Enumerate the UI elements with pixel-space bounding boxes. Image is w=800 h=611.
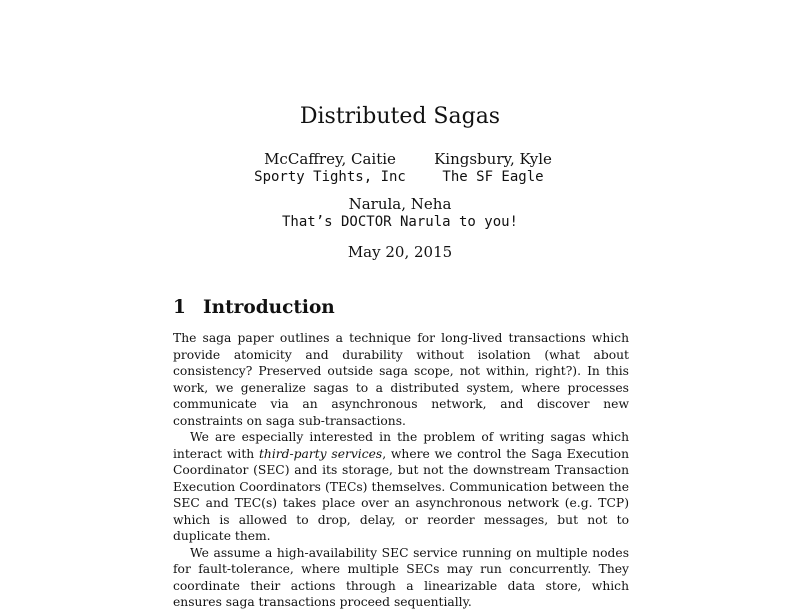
author-affiliation: The SF Eagle bbox=[442, 169, 544, 185]
paper-title: Distributed Sagas bbox=[299, 104, 501, 129]
author-affiliation: That’s DOCTOR Narula to you! bbox=[281, 214, 518, 230]
emphasized-text: third-party services bbox=[258, 446, 383, 461]
section-title: Introduction bbox=[203, 297, 335, 318]
author-affiliation: Sporty Tights, Inc bbox=[254, 169, 406, 185]
author-block-1 bbox=[235, 150, 425, 186]
paragraph: The saga paper outlines a technique for long-lived transactions which provide atomicity and durability without isolation (what about consistency? Preserved outside saga scope, not within, right?). In this work, we generalize sagas to a distributed system, where processes communicate via an asynchronous network, and discover new constraints on saga sub-transactions. bbox=[173, 331, 629, 428]
paragraph: We assume a high-availability SEC service running on multiple nodes for fault-tolerance, where multiple SECs may run concurrently. They coordinate their actions through a linearizable data store, which ensures saga transactions proceed sequentially. bbox=[173, 545, 629, 609]
section-number: 1 bbox=[173, 297, 186, 318]
author-name: Kingsbury, Kyle bbox=[434, 150, 552, 168]
paragraph-text: We are especially interested in the problem of writing sagas which interact with bbox=[173, 430, 629, 461]
paragraph-text: , where we control the Saga Execution Coordinator (SEC) and its storage, but not the downstream Transaction Execution Coordinators (TECs) themselves. Communication between the SEC and TEC(s) takes place over an asynchronous network (e.g. TCP) which is allowed to drop, delay, or reorder messages, but not to duplicate them. bbox=[173, 446, 629, 543]
author-name: Narula, Neha bbox=[348, 195, 452, 213]
section-body bbox=[173, 330, 629, 611]
paragraph bbox=[173, 429, 629, 545]
paper-date: May 20, 2015 bbox=[347, 243, 453, 261]
author-name: McCaffrey, Caitie bbox=[264, 150, 396, 168]
author-block-3 bbox=[200, 195, 600, 231]
section-heading bbox=[173, 296, 335, 320]
author-block-2 bbox=[398, 150, 588, 186]
